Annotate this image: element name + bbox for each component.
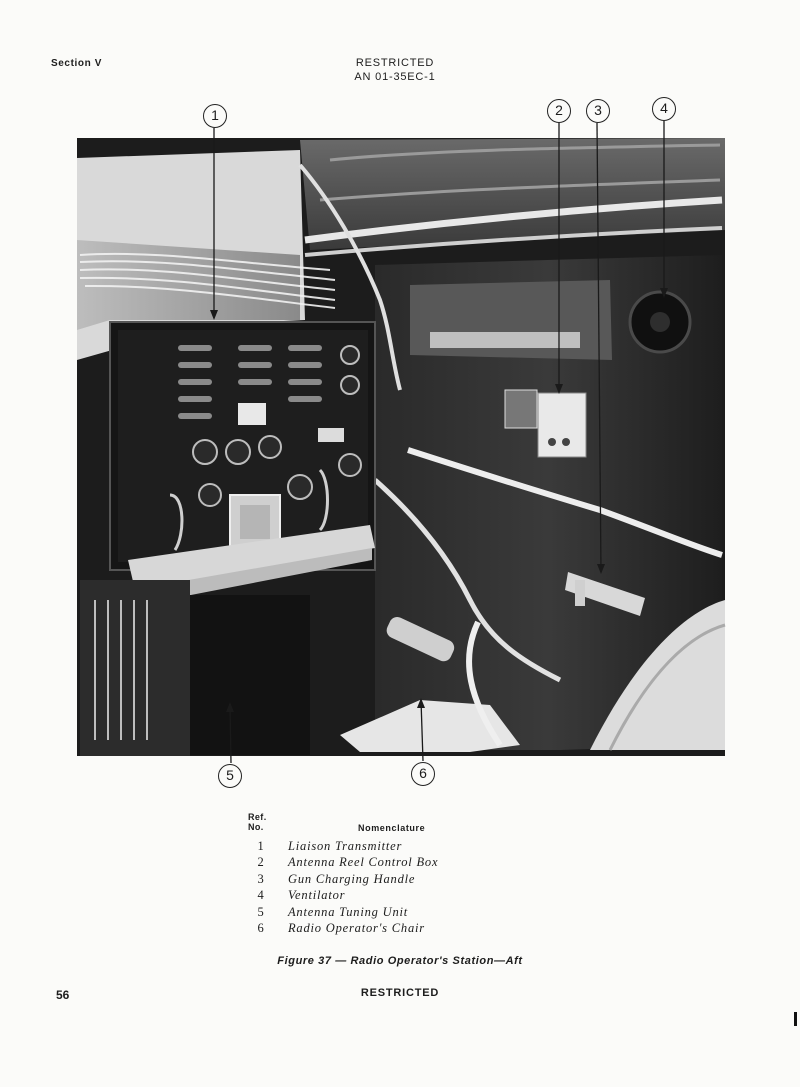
header-classification: RESTRICTED — [355, 57, 435, 69]
table-row — [248, 872, 548, 888]
page-number: 56 — [56, 988, 70, 1002]
nomenclature-header: Nomenclature — [358, 823, 426, 833]
row-name: Liaison Transmitter — [288, 839, 403, 853]
table-row — [248, 921, 548, 937]
callout-2: 2 — [547, 99, 571, 123]
table-row — [248, 905, 548, 921]
row-ref: 6 — [257, 920, 265, 935]
callout-6: 6 — [411, 762, 435, 786]
row-name: Antenna Reel Control Box — [288, 855, 439, 870]
ref-label: Ref. — [248, 812, 267, 822]
footer-classification: RESTRICTED — [360, 987, 440, 999]
table-row — [248, 839, 548, 855]
row-ref: 5 — [257, 904, 265, 919]
row-ref: 3 — [257, 871, 265, 886]
table-row — [248, 888, 548, 904]
table-row — [248, 855, 548, 871]
row-ref: 1 — [257, 839, 265, 853]
callout-3: 3 — [586, 99, 610, 123]
callout-1: 1 — [203, 104, 227, 128]
row-name: Antenna Tuning Unit — [288, 904, 409, 919]
callout-4: 4 — [652, 97, 676, 121]
row-ref: 4 — [257, 888, 265, 903]
callout-5: 5 — [218, 764, 242, 788]
page-edge-mark — [794, 1012, 797, 1026]
row-ref: 2 — [257, 855, 265, 870]
row-name: Ventilator — [288, 888, 346, 903]
section-label: Section V — [51, 58, 102, 69]
row-name: Radio Operator's Chair — [288, 920, 425, 935]
figure-caption: Figure 37 — Radio Operator's Station—Aft — [277, 955, 523, 967]
no-label: No. — [248, 822, 264, 832]
row-name: Gun Charging Handle — [288, 871, 416, 886]
document-number: AN 01-35EC-1 — [354, 71, 436, 83]
ref-no-header — [248, 812, 267, 832]
